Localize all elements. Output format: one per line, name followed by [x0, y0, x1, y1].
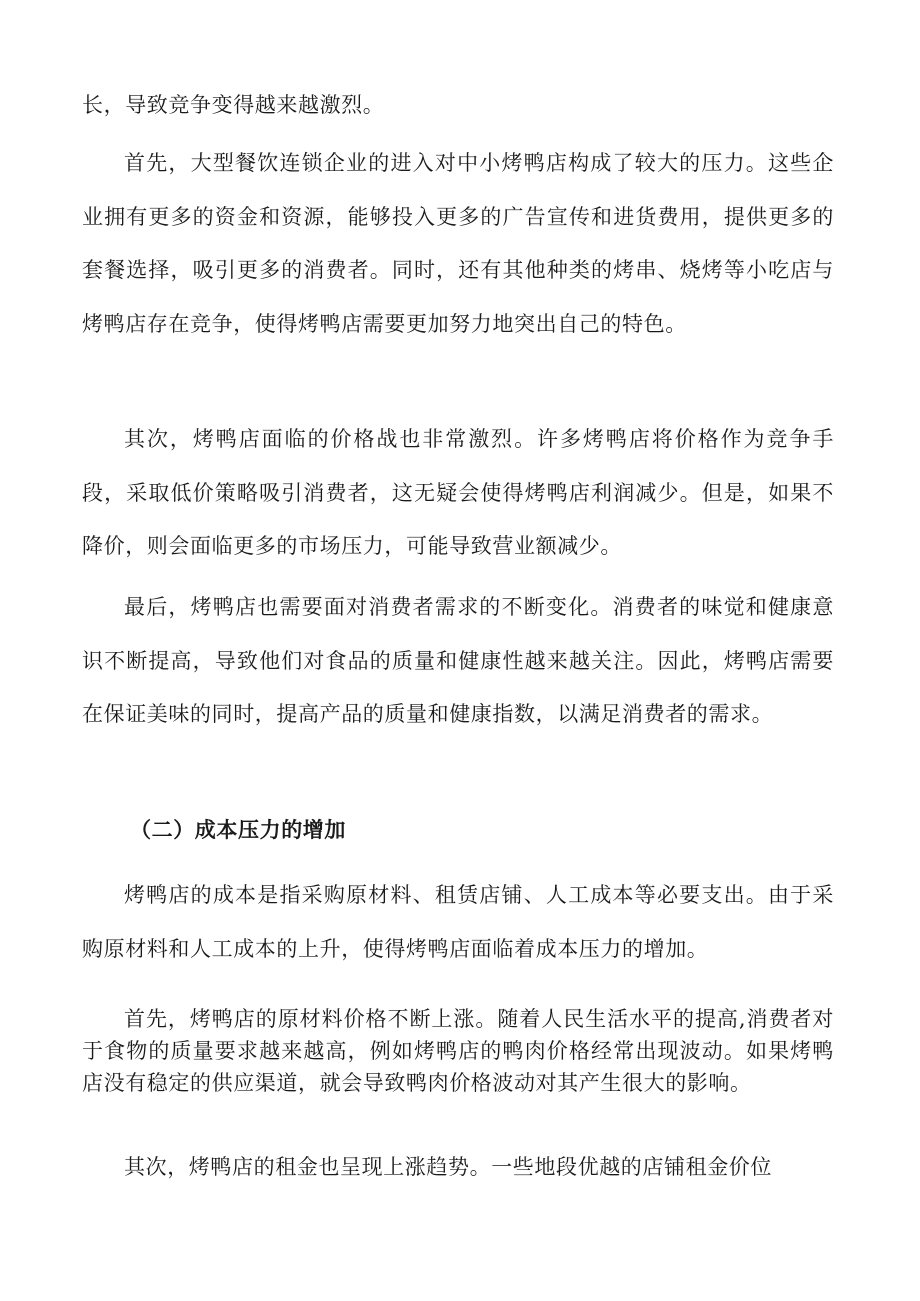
paragraph-chain-competition: 首先，大型餐饮连锁企业的进入对中小烤鸭店构成了较大的压力。这些企业拥有更多的资金和资源，能够投入更多的广告宣传和进货费用，提供更多的套餐选择，吸引更多的消费者。同时，还有其他种类的烤串、烧烤等小吃店与烤鸭店存在竞争，使得烤鸭店需要更加努力地突出自己的特色。	[82, 151, 834, 336]
paragraph-continuation: 长，导致竞争变得越来越激烈。	[82, 93, 385, 117]
paragraph-material-price: 首先，烤鸭店的原材料价格不断上涨。随着人民生活水平的提高,消费者对于食物的质量要求越来越高，例如烤鸭店的鸭肉价格经常出现波动。如果烤鸭店没有稳定的供应渠道，就会导致鸭肉价格波动对其产生很大的影响。	[82, 1007, 834, 1095]
paragraph-cost-definition: 烤鸭店的成本是指采购原材料、租赁店铺、人工成本等必要支出。由于采购原材料和人工成本的上升，使得烤鸭店面临着成本压力的增加。	[82, 883, 834, 961]
paragraph-price-war: 其次，烤鸭店面临的价格战也非常激烈。许多烤鸭店将价格作为竞争手段，采取低价策略吸引消费者，这无疑会使得烤鸭店利润减少。但是，如果不降价，则会面临更多的市场压力，可能导致营业额减少。	[82, 427, 834, 558]
paragraph-rent: 其次，烤鸭店的租金也呈现上涨趋势。一些地段优越的店铺租金价位	[124, 1155, 772, 1179]
paragraph-consumer-demand: 最后，烤鸭店也需要面对消费者需求的不断变化。消费者的味觉和健康意识不断提高，导致他们对食品的质量和健康性越来越关注。因此，烤鸭店需要在保证美味的同时，提高产品的质量和健康指数，以满足消费者的需求。	[82, 595, 834, 726]
section-heading: （二）成本压力的增加	[130, 817, 346, 842]
